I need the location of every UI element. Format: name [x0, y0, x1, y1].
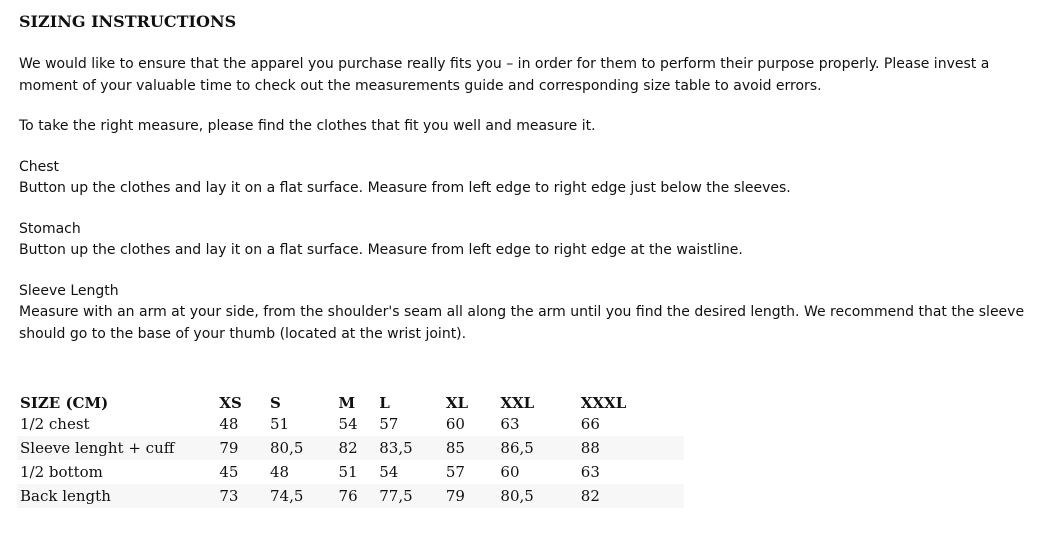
column-header: XXXL	[580, 394, 627, 412]
table-cell: 73	[216, 484, 267, 508]
table-cell: 80,5	[267, 436, 336, 460]
column-header: L	[379, 394, 390, 412]
section-heading: Sleeve Length	[19, 282, 119, 299]
table-row	[17, 412, 684, 436]
row-label: Back length	[17, 484, 216, 508]
table-cell: 85	[443, 436, 498, 460]
table-cell: 77,5	[376, 484, 443, 508]
table-cell: 60	[445, 415, 465, 433]
section-heading: Stomach	[19, 220, 81, 237]
table-row	[17, 460, 684, 484]
size-table	[17, 386, 684, 508]
table-cell: 66	[580, 415, 600, 433]
row-label: 1/2 bottom	[20, 463, 103, 481]
table-header-row	[17, 386, 684, 412]
column-header: XS	[219, 394, 242, 412]
table-cell: 54	[338, 415, 358, 433]
section-text: Measure with an arm at your side, from the shoulder's seam all along the arm until you find the desired length. We recommend that the sleeve should go to the base of your thumb (located at the wrist joint).	[19, 304, 1025, 342]
table-cell: 74,5	[267, 484, 336, 508]
row-label: 1/2 chest	[20, 415, 90, 433]
column-header: XXL	[500, 394, 535, 412]
table-cell: 79	[216, 436, 267, 460]
table-cell: 51	[338, 463, 358, 481]
table-cell: 45	[219, 463, 239, 481]
table-cell: 51	[270, 415, 290, 433]
table-cell: 63	[580, 463, 600, 481]
table-cell: 82	[336, 436, 377, 460]
table-cell: 63	[500, 415, 520, 433]
sizing-instructions-document	[19, 10, 1044, 345]
column-header: M	[338, 394, 356, 412]
table-cell: 82	[578, 484, 684, 508]
measurement-sections	[19, 157, 1044, 346]
section-stomach	[19, 219, 1044, 262]
measure-note: To take the right measure, please find the clothes that fit you well and measure it.	[19, 118, 596, 134]
table-cell: 88	[578, 436, 684, 460]
table-cell: 86,5	[497, 436, 577, 460]
section-sleeve-length	[19, 281, 1044, 346]
column-header: XL	[445, 394, 469, 412]
section-text: Button up the clothes and lay it on a flat surface. Measure from left edge to right edge just below the sleeves.	[19, 180, 791, 196]
table-cell: 57	[445, 463, 465, 481]
table-cell: 60	[500, 463, 520, 481]
column-header: SIZE (CM)	[20, 394, 109, 412]
table-row	[17, 484, 684, 508]
page-title: SIZING INSTRUCTIONS	[19, 12, 237, 31]
section-chest	[19, 157, 1044, 200]
section-heading: Chest	[19, 158, 60, 175]
table-cell: 57	[379, 415, 399, 433]
column-header: S	[270, 394, 281, 412]
table-cell: 76	[336, 484, 377, 508]
table-cell: 54	[379, 463, 399, 481]
table-cell: 48	[270, 463, 290, 481]
row-label: Sleeve lenght + cuff	[17, 436, 216, 460]
section-text: Button up the clothes and lay it on a flat surface. Measure from left edge to right edge at the waistline.	[19, 242, 743, 258]
intro-paragraph: We would like to ensure that the apparel you purchase really fits you – in order for them to perform their purpose properly. Please invest a moment of your valuable time to check out the measurements guide and corresponding size table to avoid errors.	[19, 56, 990, 94]
table-row	[17, 436, 684, 460]
table-cell: 79	[443, 484, 498, 508]
table-cell: 48	[219, 415, 239, 433]
table-cell: 83,5	[376, 436, 443, 460]
table-cell: 80,5	[497, 484, 577, 508]
